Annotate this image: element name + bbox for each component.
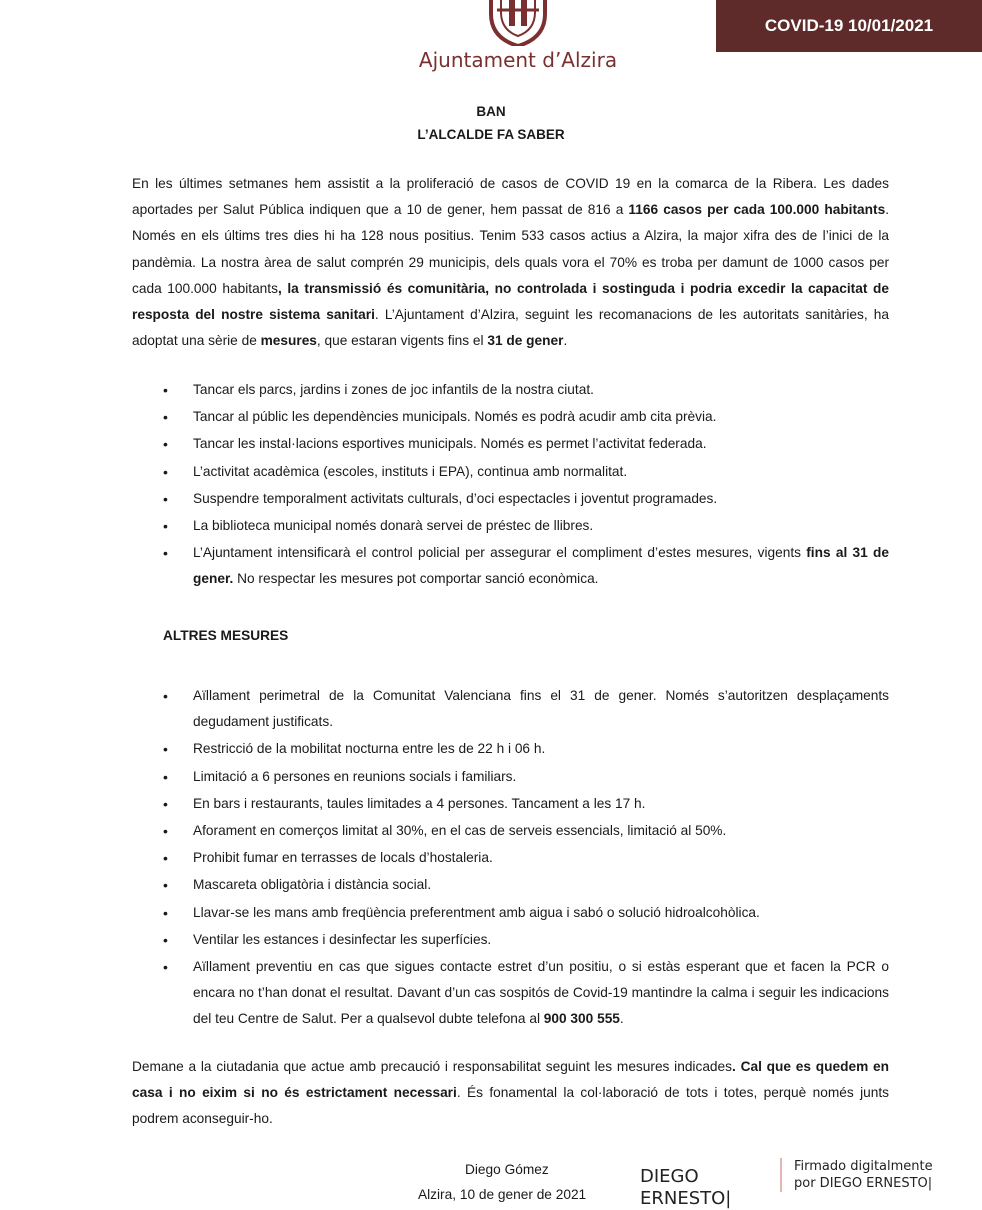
list-item [132,486,889,512]
title-subtitle: L’ALCALDE FA SABER [417,127,565,142]
list-item [132,459,889,485]
other_measures.7-run: Llavar-se les mans amb freqüència preferentment amb aigua i sabó o solució hidroalcohòlica. [193,904,760,920]
intro-run: . Només en els últims tres dies hi ha 128 nous positius. Tenim 533 casos actius a Alzira, la major xifra des de l’inici de la pandèmia. La nostra àrea de salut comprén 29 municipis, dels quals vora el 70% es troba per damunt de 1000 casos per cada 100.000 habitants [132,202,889,296]
city-logo [418,0,618,78]
measures.3-run: L’activitat acadèmica (escoles, instituts i EPA), continua amb normalitat. [193,463,628,479]
closing-run: . És fonamental la col·laboració de tots i totes, perquè només junts podrem aconseguir-ho. [132,1085,889,1127]
other-measures-heading: ALTRES MESURES [163,628,289,643]
other_measures.5-run: Prohibit fumar en terrasses de locals d’hostaleria. [193,850,493,866]
list-item [132,404,889,430]
digital-signature [780,1158,933,1192]
place-date: Alzira, 10 de gener de 2021 [418,1187,587,1202]
title-ban: BAN [476,104,506,119]
document-title [0,100,982,146]
other-measures-list [132,683,889,1034]
measures.6-run: No respectar les mesures pot comportar sanció econòmica. [233,571,599,587]
list-item [132,845,889,871]
intro-run: En les últimes setmanes hem assistit a la proliferació de casos de COVID 19 en la comarca de la Ribera. Les dades aportades per Salut Pública indiquen que a 10 de gener, hem passat de 816 a [132,176,889,218]
other_measures.9-run: . [619,1011,624,1027]
list-item [132,900,889,926]
intro-run: 1166 casos per cada 100.000 habitants [628,202,886,218]
intro-paragraph [132,171,889,354]
other_measures.3-run: En bars i restaurants, taules limitades a 4 persones. Tancament a les 17 h. [193,795,646,811]
other_measures.6-run: Mascareta obligatòria i distància social. [193,877,432,893]
coat-of-arms-icon [481,0,555,46]
list-item [132,954,889,1033]
list-item [132,431,889,457]
other_measures.9-run: Aïllament preventiu en cas que sigues contacte estret d’un positiu, o si estàs esperant que et facen la PCR o encara no t’han donat el resultat. Davant d’un cas sospitós de Covid-19 mantindre la calma i seguir les indicacions del teu Centre de Salut. Per a qualsevol dubte telefona al [193,959,889,1027]
list-item [132,791,889,817]
intro-run: mesures [260,333,317,349]
measures.6-run: fins al 31 de gener. [193,545,889,587]
closing-paragraph [132,1054,889,1133]
measures.4-run: Suspendre temporalment activitats culturals, d’oci espectacles i joventut programades. [193,490,718,506]
closing-run: . Cal que es quedem en casa i no eixim si no és estrictament necessari [132,1059,889,1101]
signature-line-1: DIEGO [640,1166,699,1187]
list-item [132,377,889,403]
other_measures.2-run: Limitació a 6 persones en reunions socials i familiars. [193,768,517,784]
other_measures.1-run: Restricció de la mobilitat nocturna entre les de 22 h i 06 h. [193,741,546,757]
digital-signature-line-1: Firmado digitalmente [794,1159,933,1174]
list-item [132,540,889,592]
digital-signature-line-2: por DIEGO ERNESTO| [794,1176,933,1191]
list-item [132,818,889,844]
measures.1-run: Tancar al públic les dependències municipals. Només es podrà acudir amb cita prèvia. [193,409,717,425]
measures.6-run: L’Ajuntament intensificarà el control policial per assegurar el compliment d’estes mesures, vigents [193,545,807,561]
covid-date-badge: COVID-19 10/01/2021 [716,0,982,52]
list-item [132,736,889,762]
signature-block [640,1166,731,1210]
list-item [132,683,889,735]
other_measures.8-run: Ventilar les estances i desinfectar les superfícies. [193,931,492,947]
intro-run: . L’Ajuntament d’Alzira, seguint les recomanacions de les autoritats sanitàries, ha adoptat una sèrie de [132,307,890,349]
list-item [132,872,889,898]
measures.2-run: Tancar les instal·lacions esportives municipals. Només es permet l’activitat federada. [193,436,707,452]
measures-list [132,377,889,594]
intro-run: . [563,333,568,349]
signature-line-2: ERNESTO| [640,1188,732,1209]
list-item [132,764,889,790]
intro-run: , que estaran vigents fins el [316,333,488,349]
intro-run: 31 de gener [487,333,564,349]
intro-run: , la transmissió és comunitària, no controlada i sostinguda i podria excedir la capacitat de resposta del nostre sistema sanitari [132,280,889,323]
measures.0-run: Tancar els parcs, jardins i zones de joc infantils de la nostra ciutat. [193,382,594,397]
other_measures.9-run: 900 300 555 [543,1011,620,1027]
closing-run: Demane a la ciutadania que actue amb precaució i responsabilitat seguint les mesures indicades [132,1059,733,1074]
logo-text: Ajuntament d’Alzira [418,48,618,72]
list-item [132,927,889,953]
signer-name: Diego Gómez [465,1162,549,1177]
other_measures.4-run: Aforament en comerços limitat al 30%, en el cas de serveis essencials, limitació al 50%. [193,823,727,839]
measures.5-run: La biblioteca municipal només donarà servei de préstec de llibres. [193,518,594,534]
list-item [132,513,889,539]
other_measures.0-run: Aïllament perimetral de la Comunitat Valenciana fins el 31 de gener. Només s’autoritzen desplaçaments degudament justificats. [193,688,889,730]
